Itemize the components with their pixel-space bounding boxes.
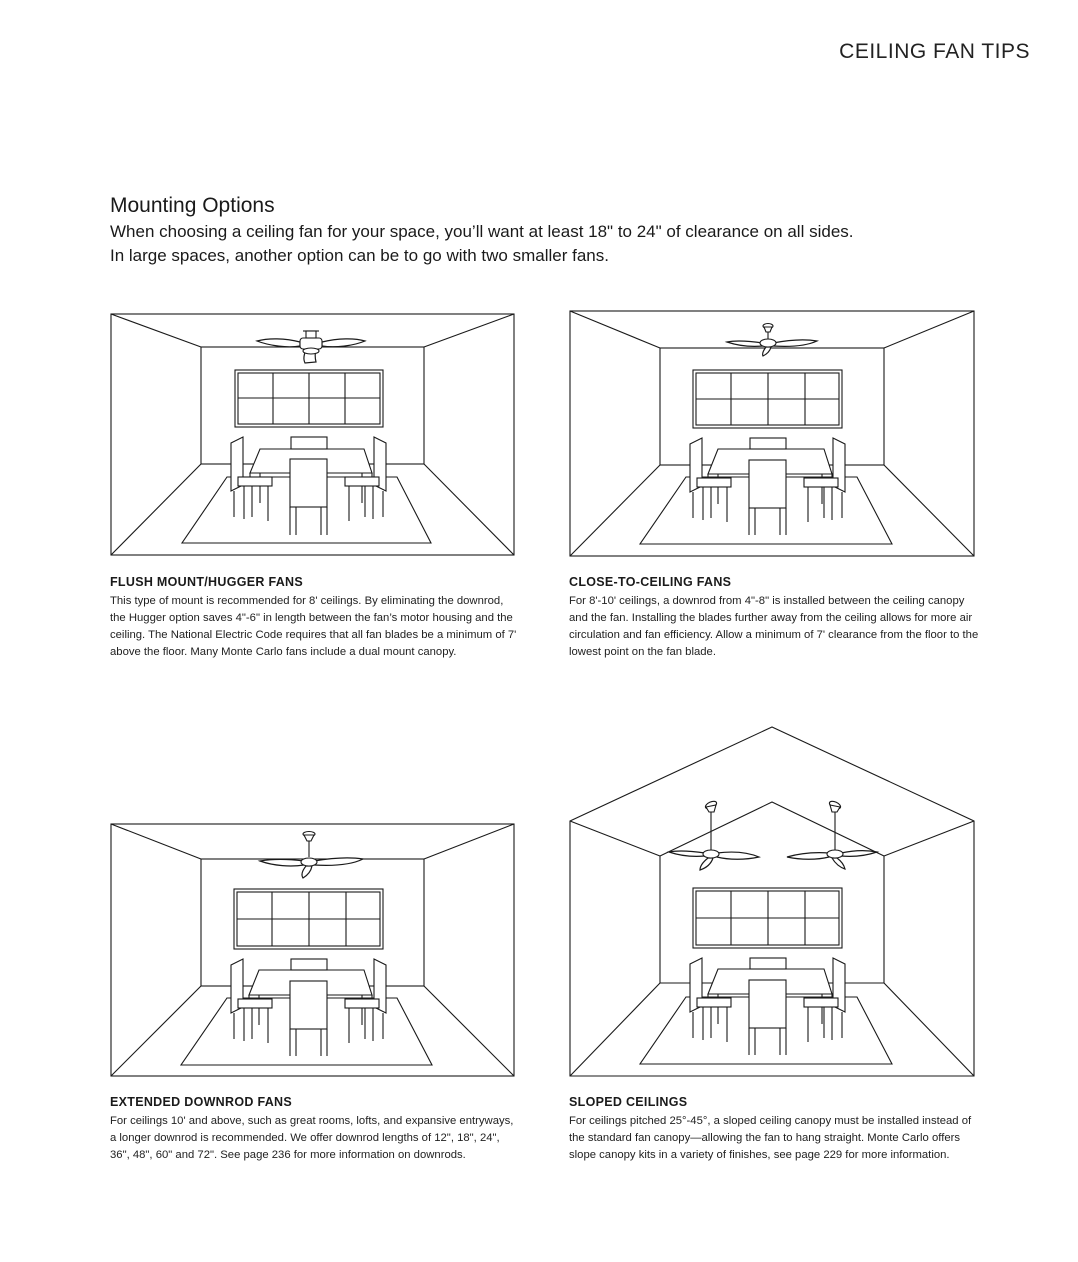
option-body: For ceilings 10' and above, such as great rooms, lofts, and expansive entryways, a longer downrod is recommended. We offer downrod lengths of 12", 18", 24", 36", 48", 60" and 72". See page 236 for more information on downrods. — [110, 1115, 514, 1161]
option-body: This type of mount is recommended for 8' ceilings. By eliminating the downrod, the Hugger option saves 4"-6" in length between the fan’s motor housing and the ceiling. The National Electric Code requires that all fan blades be a minimum of 7' above the floor. Many Monte Carlo fans include a dual mount canopy. — [110, 595, 517, 658]
option-title: SLOPED CEILINGS — [569, 1095, 688, 1109]
extended-downrod-room-illustration-icon — [110, 823, 516, 1078]
section-title: Mounting Options — [110, 194, 275, 217]
option-body: For ceilings pitched 25°-45°, a sloped ceiling canopy must be installed instead of the standard fan canopy—allowing the fan to hang straight. Monte Carlo offers slope canopy kits in a variety of finishes, see page 229 for more information. — [569, 1115, 972, 1161]
option-sloped-ceilings — [569, 1095, 979, 1164]
flush-mount-room-illustration-icon — [110, 313, 516, 557]
close-to-ceiling-room-illustration-icon — [569, 310, 976, 558]
option-flush-mount — [110, 575, 520, 661]
intro-line-1: When choosing a ceiling fan for your space, you’ll want at least 18" to 24" of clearance on all sides. — [110, 222, 854, 241]
option-extended-downrod — [110, 1095, 520, 1164]
intro-line-2: In large spaces, another option can be to go with two smaller fans. — [110, 246, 609, 265]
option-title: EXTENDED DOWNROD FANS — [110, 1095, 293, 1109]
page-header-label: CEILING FAN TIPS — [839, 40, 1030, 63]
section-intro — [110, 220, 970, 268]
option-body: For 8'-10' ceilings, a downrod from 4"-8" is installed between the ceiling canopy and the fan. Installing the blades further away from the ceiling allows for more air circulation and fan efficiency. Allow a minimum of 7' clearance from the floor to the lowest point on the fan blade. — [569, 595, 979, 658]
option-title: FLUSH MOUNT/HUGGER FANS — [110, 575, 304, 589]
option-close-to-ceiling — [569, 575, 979, 661]
sloped-ceiling-room-illustration-icon — [569, 726, 976, 1078]
option-title: CLOSE-TO-CEILING FANS — [569, 575, 732, 589]
